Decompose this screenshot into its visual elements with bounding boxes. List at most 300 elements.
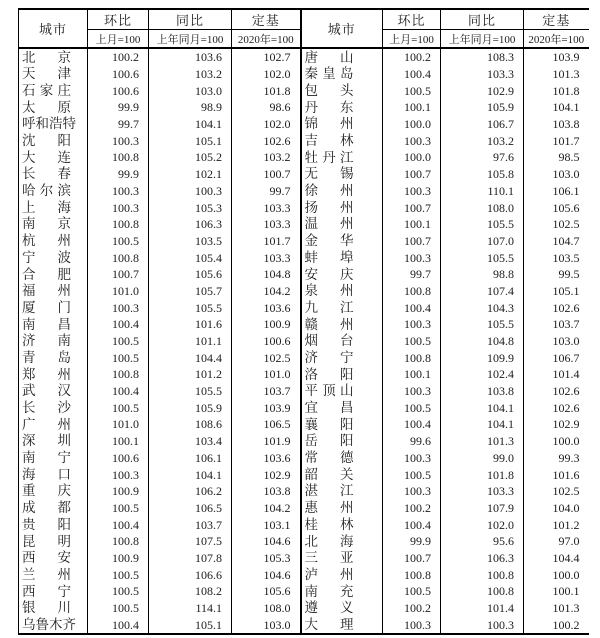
base-cell: 101.3 [524, 600, 589, 617]
base-cell: 100.1 [524, 583, 589, 600]
table-row [19, 166, 589, 183]
mom-cell: 100.6 [88, 82, 149, 99]
mom-cell: 100.7 [383, 233, 441, 250]
table-row [19, 333, 589, 350]
city-cell [301, 500, 383, 517]
city-cell [301, 550, 383, 567]
base-cell: 101.7 [524, 132, 589, 149]
city-cell [19, 316, 88, 333]
table-row [19, 48, 589, 66]
yoy-cell: 105.1 [149, 616, 232, 634]
base-cell: 103.8 [232, 483, 301, 500]
table-row [19, 550, 589, 567]
mom-cell: 100.8 [383, 566, 441, 583]
city-cell [19, 132, 88, 149]
city-cell [301, 149, 383, 166]
city-cell [301, 566, 383, 583]
header-base-right: 定基 [524, 9, 589, 30]
city-name: 武汉 [22, 383, 71, 399]
city-cell [19, 249, 88, 266]
city-name: 惠州 [304, 500, 354, 516]
base-cell: 103.0 [524, 333, 589, 350]
mom-cell: 100.7 [88, 266, 149, 283]
city-cell [19, 483, 88, 500]
table-header [19, 9, 589, 48]
city-cell [19, 199, 88, 216]
yoy-cell: 100.3 [149, 183, 232, 200]
city-cell [19, 450, 88, 467]
city-name: 平顶山 [304, 383, 354, 399]
yoy-cell: 107.9 [441, 500, 524, 517]
city-cell [19, 99, 88, 116]
mom-cell: 100.8 [383, 349, 441, 366]
base-cell: 103.3 [232, 199, 301, 216]
mom-cell: 100.5 [88, 583, 149, 600]
base-cell: 100.7 [232, 166, 301, 183]
city-name: 金华 [304, 233, 354, 249]
base-cell: 103.3 [232, 249, 301, 266]
city-cell [301, 233, 383, 250]
yoy-cell: 107.4 [441, 283, 524, 300]
yoy-cell: 97.6 [441, 149, 524, 166]
base-cell: 98.6 [232, 99, 301, 116]
table-row [19, 349, 589, 366]
base-cell: 102.9 [524, 416, 589, 433]
base-cell: 99.7 [232, 183, 301, 200]
base-cell: 103.5 [524, 249, 589, 266]
base-cell: 100.0 [524, 566, 589, 583]
header-yoy-base-right: 上年同月=100 [441, 30, 524, 49]
yoy-cell: 106.6 [149, 566, 232, 583]
mom-cell: 101.0 [88, 283, 149, 300]
base-cell: 108.0 [232, 600, 301, 617]
base-cell: 102.6 [524, 399, 589, 416]
mom-cell: 100.4 [88, 616, 149, 634]
base-cell: 103.0 [524, 166, 589, 183]
mom-cell: 100.7 [383, 550, 441, 567]
table-row [19, 66, 589, 83]
yoy-cell: 105.4 [149, 249, 232, 266]
mom-cell: 100.8 [88, 216, 149, 233]
yoy-cell: 105.5 [441, 316, 524, 333]
base-cell: 102.0 [232, 66, 301, 83]
mom-cell: 100.0 [383, 149, 441, 166]
yoy-cell: 100.8 [441, 566, 524, 583]
yoy-cell: 101.8 [441, 466, 524, 483]
base-cell: 102.7 [232, 48, 301, 66]
mom-cell: 100.9 [88, 550, 149, 567]
base-cell: 103.9 [232, 399, 301, 416]
header-base-base-left: 2020年=100 [232, 30, 301, 49]
base-cell: 97.0 [524, 533, 589, 550]
yoy-cell: 103.3 [441, 483, 524, 500]
city-name: 南昌 [22, 316, 71, 332]
yoy-cell: 108.0 [441, 199, 524, 216]
header-yoy-base-left: 上年同月=100 [149, 30, 232, 49]
yoy-cell: 107.0 [441, 233, 524, 250]
city-name: 广州 [22, 416, 71, 432]
city-name: 沈阳 [22, 133, 71, 149]
city-cell [19, 66, 88, 83]
yoy-cell: 106.3 [149, 216, 232, 233]
base-cell: 105.3 [232, 550, 301, 567]
yoy-cell: 101.3 [441, 433, 524, 450]
base-cell: 103.8 [524, 116, 589, 133]
mom-cell: 100.4 [383, 416, 441, 433]
city-cell [301, 183, 383, 200]
yoy-cell: 101.2 [149, 366, 232, 383]
city-name: 海口 [22, 466, 71, 482]
city-cell [19, 149, 88, 166]
mom-cell: 100.8 [88, 366, 149, 383]
city-name: 唐山 [304, 49, 354, 65]
table-row [19, 366, 589, 383]
mom-cell: 100.5 [383, 466, 441, 483]
base-cell: 103.3 [232, 216, 301, 233]
city-name: 秦皇岛 [304, 66, 354, 82]
city-cell [19, 399, 88, 416]
yoy-cell: 95.6 [441, 533, 524, 550]
yoy-cell: 109.9 [441, 349, 524, 366]
city-cell [19, 233, 88, 250]
city-cell [301, 99, 383, 116]
city-cell [19, 299, 88, 316]
mom-cell: 99.7 [383, 266, 441, 283]
city-name: 岳阳 [304, 433, 354, 449]
base-cell: 105.1 [524, 283, 589, 300]
city-cell [19, 600, 88, 617]
city-cell [301, 600, 383, 617]
city-name: 常德 [304, 450, 354, 466]
city-name: 遵义 [304, 600, 354, 616]
yoy-cell: 98.9 [149, 99, 232, 116]
city-cell [301, 82, 383, 99]
mom-cell: 101.0 [88, 416, 149, 433]
mom-cell: 100.5 [88, 399, 149, 416]
city-cell [301, 483, 383, 500]
city-name: 徐州 [304, 183, 354, 199]
yoy-cell: 103.2 [149, 66, 232, 83]
city-name: 锦州 [304, 116, 354, 132]
yoy-cell: 107.8 [149, 550, 232, 567]
base-cell: 99.3 [524, 450, 589, 467]
yoy-cell: 102.4 [441, 366, 524, 383]
base-cell: 101.0 [232, 366, 301, 383]
city-cell [301, 199, 383, 216]
base-cell: 106.5 [232, 416, 301, 433]
city-cell [19, 383, 88, 400]
mom-cell: 100.4 [383, 66, 441, 83]
header-yoy-left: 同比 [149, 9, 232, 30]
yoy-cell: 104.8 [441, 333, 524, 350]
base-cell: 101.6 [524, 466, 589, 483]
yoy-cell: 104.1 [149, 466, 232, 483]
mom-cell: 100.1 [383, 99, 441, 116]
yoy-cell: 105.5 [149, 299, 232, 316]
city-name: 安庆 [304, 266, 354, 282]
table-row [19, 132, 589, 149]
yoy-cell: 106.7 [441, 116, 524, 133]
yoy-cell: 102.0 [441, 516, 524, 533]
base-cell: 98.5 [524, 149, 589, 166]
mom-cell: 100.8 [88, 249, 149, 266]
price-index-table-container [18, 8, 600, 635]
mom-cell: 99.9 [88, 166, 149, 183]
base-cell: 104.6 [232, 566, 301, 583]
yoy-cell: 100.8 [441, 583, 524, 600]
header-city-left: 城市 [19, 9, 88, 48]
city-cell [19, 82, 88, 99]
base-cell: 102.5 [524, 483, 589, 500]
mom-cell: 99.9 [88, 99, 149, 116]
city-cell [19, 416, 88, 433]
yoy-cell: 110.1 [441, 183, 524, 200]
mom-cell: 100.3 [88, 183, 149, 200]
mom-cell: 100.5 [383, 333, 441, 350]
yoy-cell: 105.5 [441, 216, 524, 233]
mom-cell: 100.3 [383, 483, 441, 500]
city-cell [19, 333, 88, 350]
city-name: 吉林 [304, 133, 354, 149]
city-name: 成都 [22, 500, 71, 516]
base-cell: 100.9 [232, 316, 301, 333]
city-name: 长沙 [22, 400, 71, 416]
table-row [19, 600, 589, 617]
city-cell [19, 283, 88, 300]
mom-cell: 100.4 [88, 316, 149, 333]
city-name: 南宁 [22, 450, 71, 466]
base-cell: 100.6 [232, 333, 301, 350]
yoy-cell: 103.6 [149, 48, 232, 66]
city-name: 韶关 [304, 466, 354, 482]
yoy-cell: 105.9 [441, 99, 524, 116]
base-cell: 102.9 [232, 466, 301, 483]
yoy-cell: 108.3 [441, 48, 524, 66]
header-mom-right: 环比 [383, 9, 441, 30]
yoy-cell: 104.1 [149, 116, 232, 133]
city-cell [19, 183, 88, 200]
yoy-cell: 105.2 [149, 149, 232, 166]
city-name: 洛阳 [304, 366, 354, 382]
city-cell [19, 583, 88, 600]
mom-cell: 100.3 [88, 466, 149, 483]
base-cell: 102.6 [232, 132, 301, 149]
city-name: 蚌埠 [304, 249, 354, 265]
city-name: 哈尔滨 [22, 183, 71, 199]
city-name: 包头 [304, 82, 354, 98]
table-row [19, 383, 589, 400]
city-cell [301, 516, 383, 533]
yoy-cell: 104.1 [441, 416, 524, 433]
base-cell: 104.7 [524, 233, 589, 250]
city-name: 济宁 [304, 349, 354, 365]
yoy-cell: 103.5 [149, 233, 232, 250]
mom-cell: 100.4 [88, 383, 149, 400]
table-row [19, 416, 589, 433]
base-cell: 104.4 [524, 550, 589, 567]
mom-cell: 100.8 [383, 283, 441, 300]
city-name: 大理 [304, 616, 354, 632]
city-cell [301, 450, 383, 467]
yoy-cell: 104.1 [441, 399, 524, 416]
city-name: 合肥 [22, 266, 71, 282]
mom-cell: 100.3 [383, 450, 441, 467]
city-cell [19, 500, 88, 517]
mom-cell: 100.5 [88, 500, 149, 517]
base-cell: 104.8 [232, 266, 301, 283]
mom-cell: 100.2 [383, 600, 441, 617]
city-cell [301, 466, 383, 483]
city-name: 牡丹江 [304, 149, 354, 165]
city-cell [301, 433, 383, 450]
city-name: 呼和浩特 [22, 116, 76, 132]
city-cell [301, 533, 383, 550]
city-name: 乌鲁木齐 [22, 616, 76, 632]
yoy-cell: 106.1 [149, 450, 232, 467]
city-name: 昆明 [22, 533, 71, 549]
yoy-cell: 101.6 [149, 316, 232, 333]
table-body [19, 48, 589, 634]
city-cell [301, 283, 383, 300]
city-name: 扬州 [304, 199, 354, 215]
yoy-cell: 105.1 [149, 132, 232, 149]
table-row [19, 533, 589, 550]
mom-cell: 100.1 [383, 366, 441, 383]
header-base-base-right: 2020年=100 [524, 30, 589, 49]
city-cell [19, 433, 88, 450]
table-row [19, 199, 589, 216]
city-name: 湛江 [304, 483, 354, 499]
mom-cell: 100.8 [88, 533, 149, 550]
table-row [19, 316, 589, 333]
mom-cell: 100.8 [88, 149, 149, 166]
mom-cell: 99.9 [383, 533, 441, 550]
city-cell [301, 132, 383, 149]
city-cell [301, 616, 383, 634]
yoy-cell: 104.3 [441, 299, 524, 316]
city-name: 贵阳 [22, 516, 71, 532]
base-cell: 104.0 [524, 500, 589, 517]
city-cell [301, 399, 383, 416]
city-name: 大连 [22, 149, 71, 165]
table-row [19, 216, 589, 233]
mom-cell: 100.3 [383, 132, 441, 149]
mom-cell: 100.4 [88, 516, 149, 533]
table-row [19, 466, 589, 483]
table-row [19, 566, 589, 583]
yoy-cell: 102.9 [441, 82, 524, 99]
table-row [19, 82, 589, 99]
mom-cell: 100.0 [383, 116, 441, 133]
city-cell [19, 166, 88, 183]
mom-cell: 100.7 [383, 199, 441, 216]
mom-cell: 100.3 [88, 132, 149, 149]
table-row [19, 266, 589, 283]
base-cell: 103.2 [232, 149, 301, 166]
header-mom-base-left: 上月=100 [88, 30, 149, 49]
yoy-cell: 106.5 [149, 500, 232, 517]
table-row [19, 450, 589, 467]
base-cell: 103.7 [524, 316, 589, 333]
mom-cell: 100.5 [383, 82, 441, 99]
mom-cell: 100.3 [383, 183, 441, 200]
yoy-cell: 103.4 [149, 433, 232, 450]
yoy-cell: 100.3 [441, 616, 524, 634]
city-cell [19, 550, 88, 567]
city-cell [19, 366, 88, 383]
yoy-cell: 103.3 [441, 66, 524, 83]
city-name: 福州 [22, 283, 71, 299]
mom-cell: 100.2 [383, 500, 441, 517]
base-cell: 105.6 [524, 199, 589, 216]
city-name: 烟台 [304, 333, 354, 349]
table-row [19, 616, 589, 634]
yoy-cell: 105.6 [149, 266, 232, 283]
city-cell [301, 116, 383, 133]
mom-cell: 100.9 [88, 483, 149, 500]
city-cell [19, 216, 88, 233]
city-name: 北京 [22, 49, 71, 65]
city-name: 兰州 [22, 566, 71, 582]
header-base-left: 定基 [232, 9, 301, 30]
mom-cell: 100.5 [383, 399, 441, 416]
mom-cell: 100.3 [383, 616, 441, 634]
city-name: 郑州 [22, 366, 71, 382]
city-name: 桂林 [304, 516, 354, 532]
city-name: 天津 [22, 66, 71, 82]
header-city-right: 城市 [301, 9, 383, 48]
mom-cell: 100.5 [88, 566, 149, 583]
header-mom-base-right: 上月=100 [383, 30, 441, 49]
base-cell: 103.1 [232, 516, 301, 533]
city-name: 西宁 [22, 583, 71, 599]
yoy-cell: 103.7 [149, 516, 232, 533]
mom-cell: 100.6 [88, 450, 149, 467]
city-cell [301, 333, 383, 350]
city-cell [301, 166, 383, 183]
city-cell [301, 216, 383, 233]
city-name: 深圳 [22, 433, 71, 449]
city-cell [19, 616, 88, 634]
city-cell [301, 249, 383, 266]
base-cell: 101.7 [232, 233, 301, 250]
base-cell: 102.0 [232, 116, 301, 133]
base-cell: 103.6 [232, 299, 301, 316]
base-cell: 99.5 [524, 266, 589, 283]
mom-cell: 99.6 [383, 433, 441, 450]
base-cell: 101.9 [232, 433, 301, 450]
city-cell [19, 466, 88, 483]
header-row-main [19, 9, 589, 30]
city-cell [301, 48, 383, 66]
table-row [19, 183, 589, 200]
mom-cell: 100.2 [88, 48, 149, 66]
yoy-cell: 104.4 [149, 349, 232, 366]
mom-cell: 100.3 [383, 383, 441, 400]
yoy-cell: 107.5 [149, 533, 232, 550]
base-cell: 102.5 [232, 349, 301, 366]
yoy-cell: 98.8 [441, 266, 524, 283]
city-name: 泉州 [304, 283, 354, 299]
city-name: 石家庄 [22, 82, 71, 98]
base-cell: 104.2 [232, 500, 301, 517]
mom-cell: 100.4 [383, 299, 441, 316]
city-name: 厦门 [22, 299, 71, 315]
city-name: 上海 [22, 199, 71, 215]
table-row [19, 583, 589, 600]
yoy-cell: 108.2 [149, 583, 232, 600]
mom-cell: 100.5 [88, 333, 149, 350]
